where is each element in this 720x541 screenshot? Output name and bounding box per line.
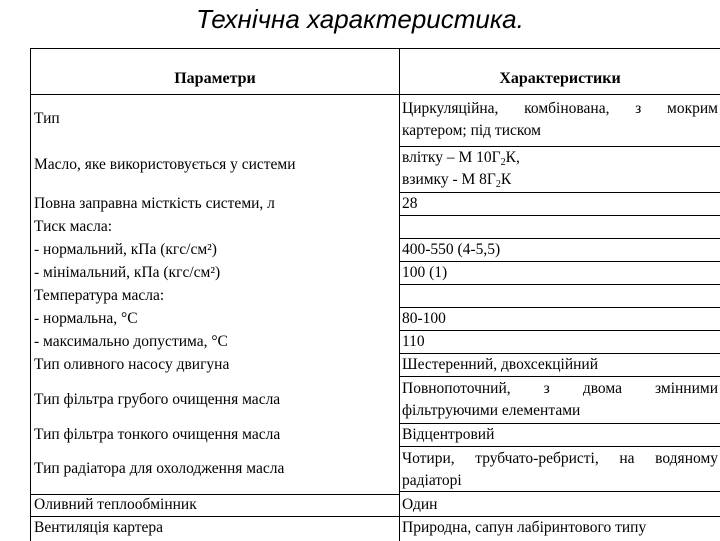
row-divider — [31, 94, 720, 95]
row-divider — [399, 446, 720, 447]
spec-table — [30, 48, 720, 541]
value-heat-exchanger: Один — [402, 496, 438, 513]
page-title: Технічна характеристика. — [196, 4, 524, 34]
param-fine-filter: Тип фільтра тонкого очищення масла — [34, 426, 281, 443]
value-pressure-min: 100 (1) — [402, 264, 448, 281]
header-parameters: Параметри — [174, 70, 256, 87]
column-divider — [399, 49, 400, 541]
param-temp-max: - максимально допустима, °С — [34, 333, 228, 350]
param-temperature: Температура масла: — [34, 287, 165, 304]
value-temp-max: 110 — [402, 333, 425, 350]
param-type: Тип — [34, 110, 60, 127]
value-coarse-filter-line2: фільтруючими елементами — [402, 402, 581, 419]
param-oil: Масло, яке використовується у системи — [34, 156, 296, 173]
param-pump: Тип оливного насосу двигуна — [34, 356, 230, 373]
value-oil-summer: влітку – М $10Г_2К$, — [402, 149, 520, 168]
param-pressure: Тиск масла: — [34, 218, 113, 235]
param-radiator: Тип радіатора для охолодження масла — [34, 460, 285, 477]
param-capacity: Повна заправна місткість системи, л — [34, 195, 275, 212]
header-characteristics: Характеристики — [499, 70, 621, 87]
param-temp-normal: - нормальна, °С — [34, 310, 138, 327]
value-capacity: 28 — [402, 195, 418, 212]
value-type-line1: Циркуляційна, комбінована, з мокрим — [402, 100, 718, 117]
value-ventilation: Природна, сапун лабіринтового типу — [402, 519, 647, 536]
value-pump: Шестеренний, двохсекційний — [402, 356, 599, 373]
param-pressure-min: - мінімальний, кПа (кгс/см²) — [34, 264, 221, 281]
value-radiator-line1: Чотири, трубчато-ребристі, на водяному — [402, 450, 718, 467]
value-fine-filter: Відцентровий — [402, 426, 495, 443]
row-divider — [399, 215, 720, 216]
value-oil-winter: взимку - М $8Г_2К$ — [402, 171, 512, 190]
value-pressure-normal: 400-550 (4-5,5) — [402, 241, 501, 258]
param-coarse-filter: Тип фільтра грубого очищення масла — [34, 391, 281, 408]
row-divider — [399, 284, 720, 285]
value-type-line2: картером; під тиском — [402, 122, 541, 139]
param-pressure-normal: - нормальний, кПа (кгс/см²) — [34, 241, 217, 258]
value-radiator-line2: радіаторі — [402, 472, 462, 489]
value-coarse-filter-line1: Повнопоточний, з двома змінними — [402, 380, 718, 397]
row-divider — [399, 376, 720, 377]
param-ventilation: Вентиляція картера — [34, 519, 164, 536]
param-heat-exchanger: Оливний теплообмінник — [34, 496, 197, 513]
value-temp-normal: 80-100 — [402, 310, 446, 327]
